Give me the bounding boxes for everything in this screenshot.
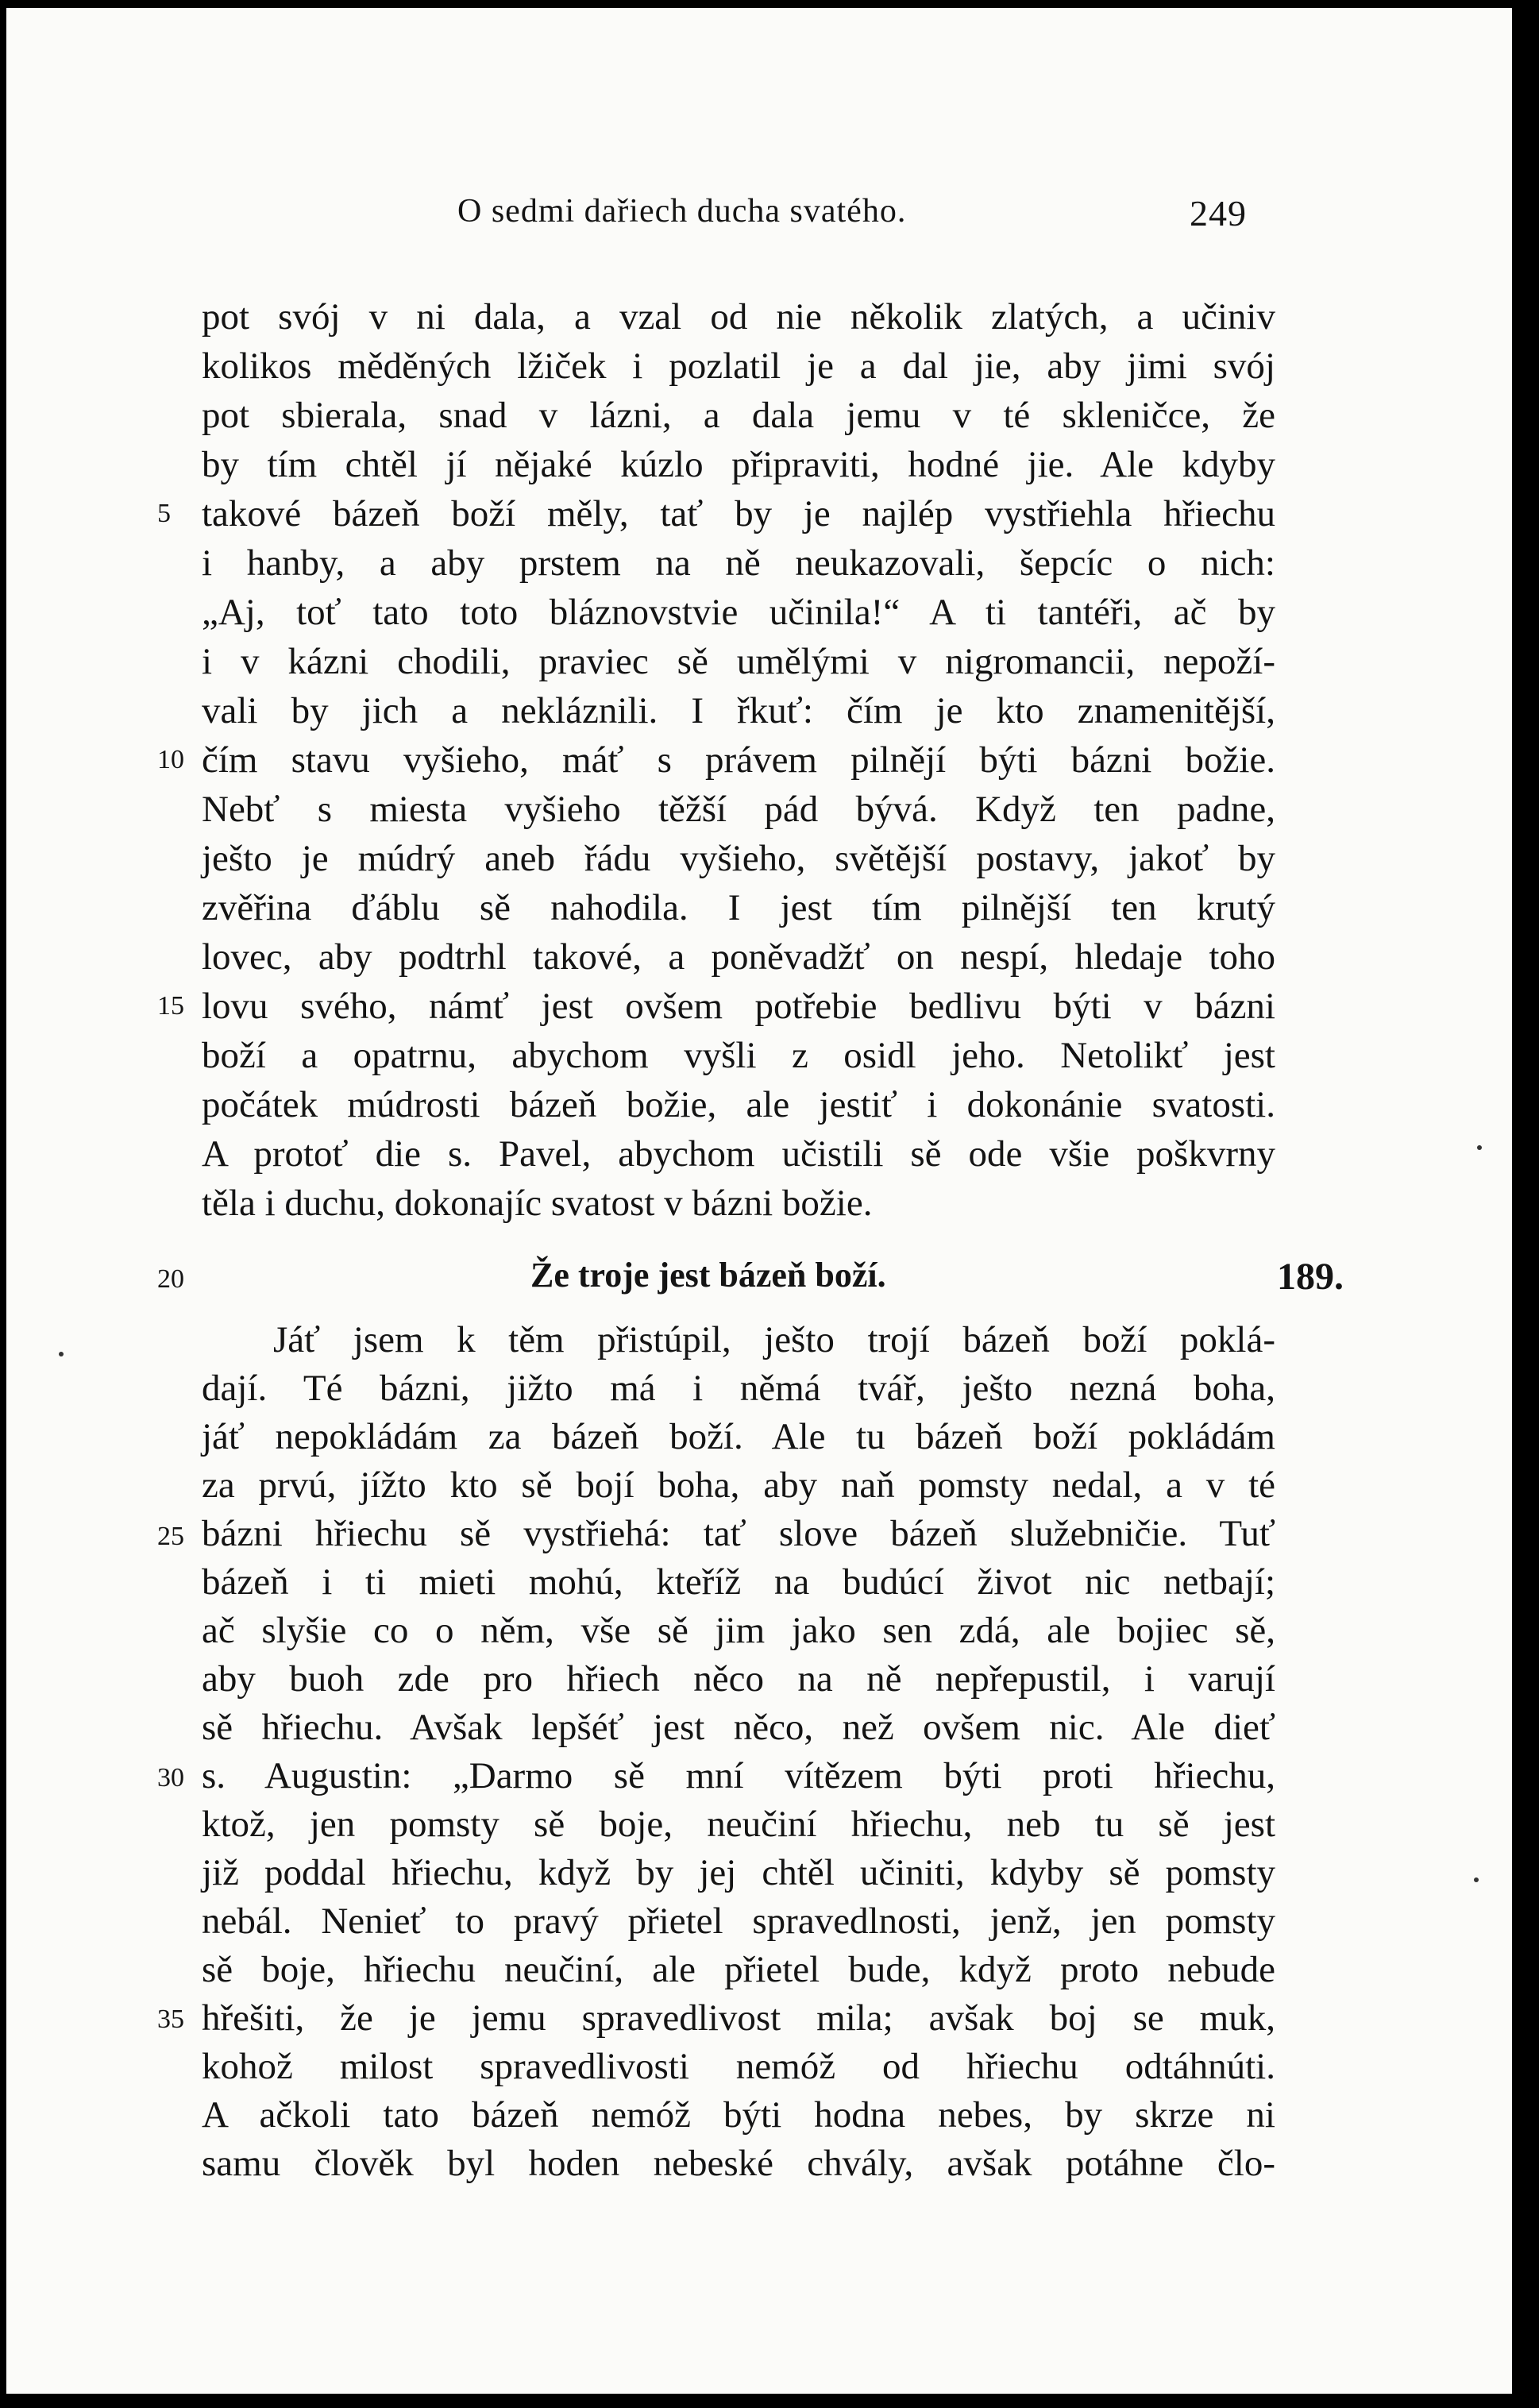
text-line: A ačkoli tato bázeň nemóž býti hodna nebes, by skrze ni	[202, 2094, 1275, 2136]
text-line: Nebť s miesta vyšieho těžší pád bývá. Když ten padne,	[202, 789, 1275, 830]
text-line: i hanby, a aby prstem na ně neukazovali, šepcíc o nich:	[202, 542, 1275, 584]
text-line: by tím chtěl jí nějaké kúzlo připraviti, hodné jie. Ale kdyby	[202, 444, 1275, 485]
line-number: 20	[157, 1264, 184, 1294]
text-line: ač slyšie co o něm, vše sě jim jako sen zdá, ale bojiec sě,	[202, 1610, 1275, 1651]
text-line: boží a opatrnu, abychom vyšli z osidl jeho. Netolikť jest	[202, 1035, 1275, 1076]
text-line: vali by jich a nekláznili. I řkuť: čím je kto znamenitější,	[202, 690, 1275, 731]
text-line: již poddal hřiechu, když by jej chtěl učiniti, kdyby sě pomsty	[202, 1852, 1275, 1893]
text-line: aby buoh zde pro hřiech něco na ně nepřepustil, i varují	[202, 1658, 1275, 1700]
text-line: „Aj, toť tato toto bláznovstvie učinila!“ A ti tantéři, ač by	[202, 592, 1275, 633]
line-number: 30	[157, 1763, 184, 1792]
text-line: pot sbierala, snad v lázni, a dala jemu v té skleničce, že	[202, 395, 1275, 436]
text-line: čím stavu vyšieho, máť s právem pilnějí býti bázni božie.	[202, 739, 1275, 781]
running-title: O sedmi dařiech ducha svatého.	[457, 193, 907, 230]
scan-speck	[1477, 1145, 1482, 1150]
line-number: 10	[157, 745, 184, 774]
text-line: i v kázni chodili, praviec sě umělými v nigromancii, nepoží-	[202, 641, 1275, 682]
text-line: bázeň i ti mieti mohú, kteříž na budúcí život nic netbají;	[202, 1561, 1275, 1603]
line-number: 5	[157, 499, 171, 528]
text-line: hřešiti, že je jemu spravedlivost mila; avšak boj se muk,	[202, 1997, 1275, 2039]
page-number: 249	[1190, 193, 1247, 233]
scan-speck	[1474, 1877, 1479, 1882]
text-line: počátek múdrosti bázeň božie, ale jestiť i dokonánie svatosti.	[202, 1084, 1275, 1125]
text-line: ješto je múdrý aneb řádu vyšieho, světější postavy, jakoť by	[202, 838, 1275, 879]
text-line: bázni hřiechu sě vystřiehá: tať slove bázeň služebničie. Tuť	[202, 1513, 1275, 1554]
text-line: dají. Té bázni, jižto má i němá tvář, ješto nezná boha,	[202, 1368, 1275, 1409]
text-line: s. Augustin: „Darmo sě mní vítězem býti proti hřiechu,	[202, 1755, 1275, 1796]
text-line: jáť nepokládám za bázeň boží. Ale tu bázeň boží pokládám	[202, 1416, 1275, 1457]
text-line: sě boje, hřiechu neučiní, ale přietel bude, když proto nebude	[202, 1949, 1275, 1990]
line-number: 25	[157, 1522, 184, 1551]
line-number: 35	[157, 2005, 184, 2034]
text-line: Jáť jsem k těm přistúpil, ješto trojí bázeň boží poklá-	[273, 1319, 1275, 1360]
text-line: za prvú, jížto kto sě bojí boha, aby naň pomsty nedal, a v té	[202, 1464, 1275, 1506]
text-line: samu člověk byl hoden nebeské chvály, avšak potáhne člo-	[202, 2143, 1275, 2184]
text-line: zvěřina ďáblu sě nahodila. I jest tím pilnější ten krutý	[202, 887, 1275, 928]
text-line: A protoť die s. Pavel, abychom učistili sě ode všie poškvrny	[202, 1133, 1275, 1175]
text-line: sě hřiechu. Avšak lepšéť jest něco, než ovšem nic. Ale dieť	[202, 1707, 1275, 1748]
text-line: kohož milost spravedlivosti nemóž od hřiechu odtáhnúti.	[202, 2046, 1275, 2087]
text-line: takové bázeň boží měly, tať by je najlép vystřiehla hřiechu	[202, 493, 1275, 534]
scan-speck	[59, 1352, 64, 1356]
text-line: ktož, jen pomsty sě boje, neučiní hřiechu, neb tu sě jest	[202, 1804, 1275, 1845]
book-page	[6, 8, 1512, 2394]
text-line: lovu svého, námť jest ovšem potřebie bedlivu býti v bázni	[202, 986, 1275, 1027]
section-number: 189.	[1277, 1256, 1344, 1298]
text-line: nebál. Nenieť to pravý přietel spravedlnosti, jenž, jen pomsty	[202, 1901, 1275, 1942]
section-heading: Že troje jest bázeň boží.	[530, 1256, 886, 1295]
line-number: 15	[157, 991, 184, 1021]
text-line: lovec, aby podtrhl takové, a poněvadžť on nespí, hledaje toho	[202, 936, 1275, 978]
text-line: těla i duchu, dokonajíc svatost v bázni božie.	[202, 1183, 873, 1224]
text-line: pot svój v ni dala, a vzal od nie několik zlatých, a učiniv	[202, 296, 1275, 338]
text-line: kolikos měděných lžiček i pozlatil je a dal jie, aby jimi svój	[202, 345, 1275, 387]
